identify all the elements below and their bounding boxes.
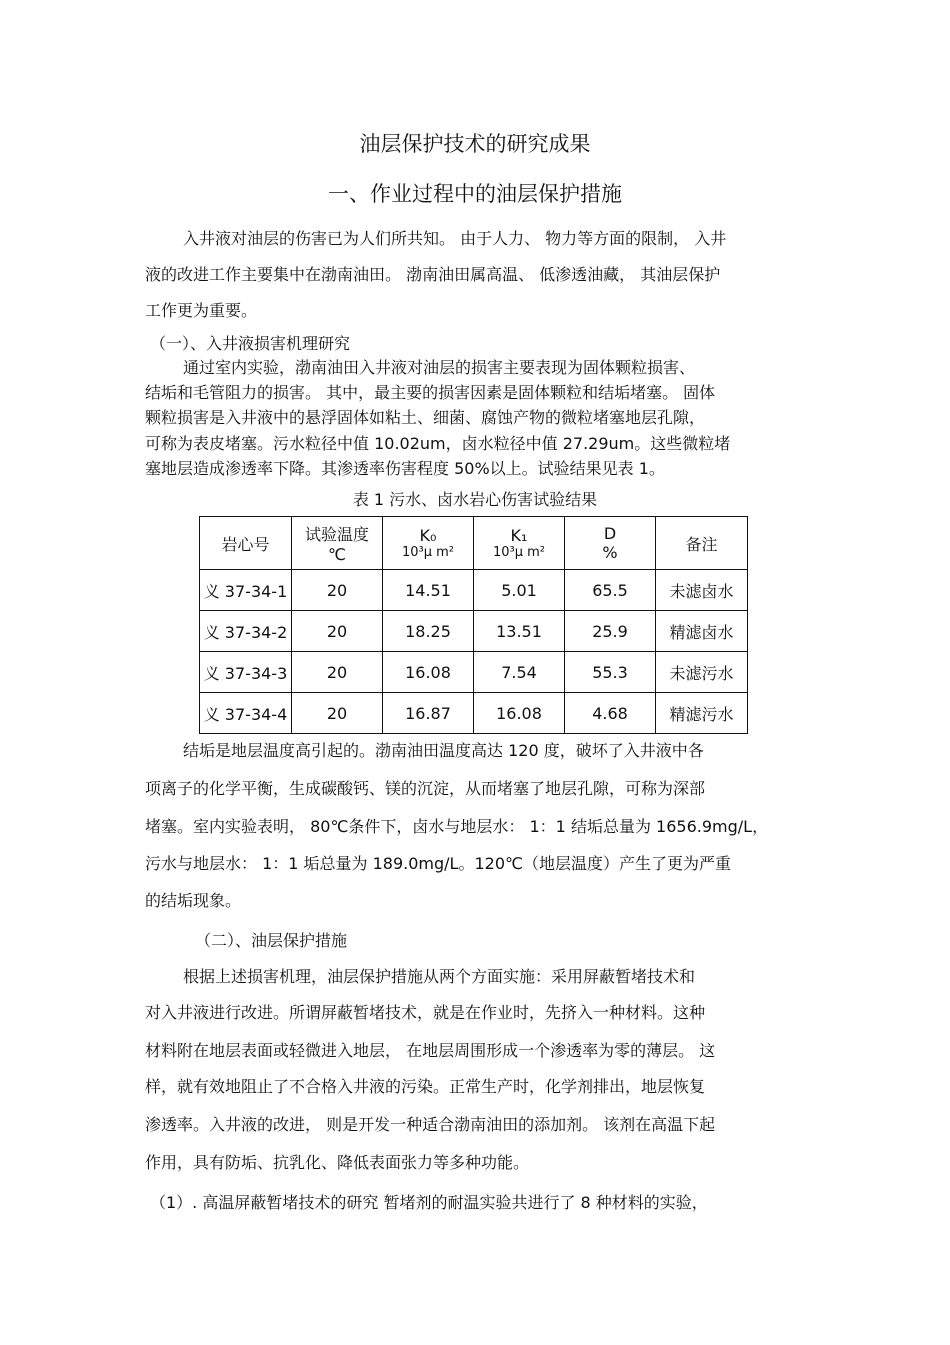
header-k1: K₁ 10³μ m² <box>474 517 565 570</box>
table-cell: 20 <box>292 652 383 693</box>
paragraph-line: 结垢和毛管阻力的损害。 其中，最主要的损害因素是固体颗粒和结垢堵塞。 固体 <box>145 383 716 402</box>
header-damage: D % <box>565 517 656 570</box>
paragraph-line: 项离子的化学平衡，生成碳酸钙、镁的沉淀，从而堵塞了地层孔隙，可称为深部 <box>145 779 706 798</box>
paragraph-line: 颗粒损害是入井液中的悬浮固体如粘土、细菌、腐蚀产物的微粒堵塞地层孔隙， <box>145 408 706 427</box>
table-cell: 13.51 <box>474 611 565 652</box>
table-cell: 20 <box>292 693 383 734</box>
core-damage-table <box>199 516 748 734</box>
table-caption: 表 1 污水、卤水岩心伤害试验结果 <box>352 490 598 509</box>
table-cell: 义 37-34-3 <box>200 652 292 693</box>
paragraph-line: 样，就有效地阻止了不合格入井液的污染。正常生产时，化学剂排出，地层恢复 <box>145 1077 706 1096</box>
header-temperature: 试验温度 ℃ <box>292 517 383 570</box>
paragraph-line: 可称为表皮堵塞。污水粒径中值 10.02um，卤水粒径中值 27.29um。这些微粒堵 <box>145 434 731 453</box>
paragraph-line: 塞地层造成渗透率下降。其渗透率伤害程度 50%以上。试验结果见表 1。 <box>145 459 665 478</box>
paragraph-line: 通过室内实验，渤南油田入井液对油层的损害主要表现为固体颗粒损害、 <box>183 358 696 377</box>
intro-line-3: 工作更为重要。 <box>145 301 258 320</box>
intro-line-2: 液的改进工作主要集中在渤南油田。 渤南油田属高温、 低渗透油藏， 其油层保护 <box>145 265 721 284</box>
table-cell: 16.08 <box>474 693 565 734</box>
paragraph-line: 渗透率。入井液的改进， 则是开发一种适合渤南油田的添加剂。 该剂在高温下起 <box>145 1115 716 1134</box>
table-row <box>200 611 748 652</box>
paragraph-line: 堵塞。室内实验表明， 80℃条件下，卤水与地层水： 1：1 结垢总量为 1656.9mg/L， <box>145 817 769 836</box>
paragraph-line: 根据上述损害机理，油层保护措施从两个方面实施：采用屏蔽暂堵技术和 <box>183 967 696 986</box>
table-cell: 55.3 <box>565 652 656 693</box>
table-cell: 精滤卤水 <box>656 611 748 652</box>
paragraph-line: 污水与地层水： 1：1 垢总量为 189.0mg/L。120℃（地层温度）产生了更为严重 <box>145 854 731 873</box>
header-core-id: 岩心号 <box>200 517 292 570</box>
table-row <box>200 693 748 734</box>
table-row <box>200 652 748 693</box>
paragraph-line: 材料附在地层表面或轻微进入地层， 在地层周围形成一个渗透率为零的薄层。 这 <box>145 1041 716 1060</box>
table-cell: 未滤污水 <box>656 652 748 693</box>
header-k0: K₀ 10³μ m² <box>383 517 474 570</box>
table-cell: 4.68 <box>565 693 656 734</box>
table-cell: 未滤卤水 <box>656 570 748 611</box>
table-cell: 精滤污水 <box>656 693 748 734</box>
document-title: 油层保护技术的研究成果 <box>359 132 591 156</box>
intro-line-1: 入井液对油层的伤害已为人们所共知。 由于人力、 物力等方面的限制， 入井 <box>183 229 727 248</box>
subsection-heading-1: （一）、入井液损害机理研究 <box>150 334 351 353</box>
table-cell: 65.5 <box>565 570 656 611</box>
table-cell: 20 <box>292 611 383 652</box>
subsection-heading-3: （1）. 高温屏蔽暂堵技术的研究 暂堵剂的耐温实验共进行了 8 种材料的实验， <box>150 1193 708 1212</box>
paragraph-line: 对入井液进行改进。所谓屏蔽暂堵技术，就是在作业时，先挤入一种材料。这种 <box>145 1003 706 1022</box>
table-cell: 18.25 <box>383 611 474 652</box>
table-row <box>200 570 748 611</box>
subsection-heading-2: （二）、油层保护措施 <box>195 931 348 950</box>
paragraph-line: 作用，具有防垢、抗乳化、降低表面张力等多种功能。 <box>145 1153 530 1172</box>
paragraph-line: 结垢是地层温度高引起的。渤南油田温度高达 120 度，破坏了入井液中各 <box>183 741 704 760</box>
table-cell: 5.01 <box>474 570 565 611</box>
table-header-row <box>200 517 748 570</box>
section-title: 一、作业过程中的油层保护措施 <box>328 182 622 206</box>
table-cell: 25.9 <box>565 611 656 652</box>
table-cell: 义 37-34-1 <box>200 570 292 611</box>
table-cell: 义 37-34-4 <box>200 693 292 734</box>
table-cell: 7.54 <box>474 652 565 693</box>
table-cell: 义 37-34-2 <box>200 611 292 652</box>
table-cell: 20 <box>292 570 383 611</box>
header-remark: 备注 <box>656 517 748 570</box>
table-cell: 16.87 <box>383 693 474 734</box>
table-cell: 14.51 <box>383 570 474 611</box>
paragraph-line: 的结垢现象。 <box>145 891 242 910</box>
table-cell: 16.08 <box>383 652 474 693</box>
